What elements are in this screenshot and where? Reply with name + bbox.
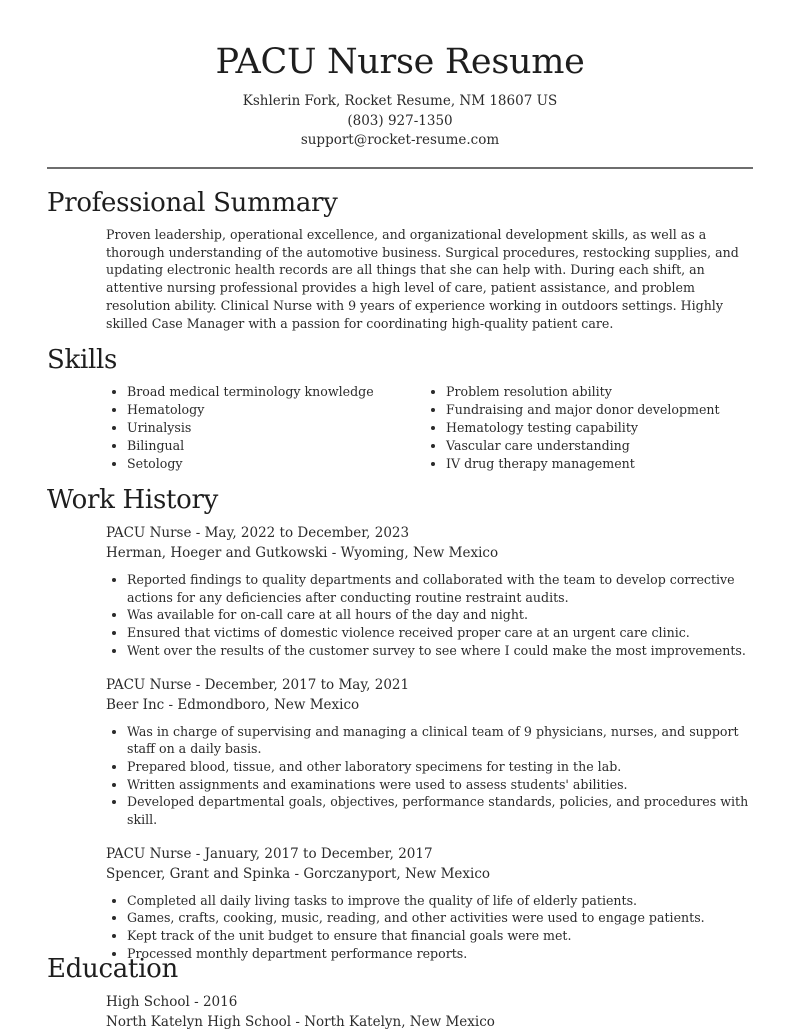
skills-list (106, 383, 800, 473)
job-bullet: • Completed all daily living tasks to improve the quality of life of elderly patients. (127, 892, 750, 910)
education-entry (106, 992, 800, 1032)
job-employer-location: Beer Inc - Edmondboro, New Mexico (106, 696, 360, 713)
job-employer-location: Herman, Hoeger and Gutkowski - Wyoming, New Mexico (106, 545, 499, 561)
job-title-dates: PACU Nurse - January, 2017 to December, 2017 (106, 845, 433, 862)
skill-item: • Hematology testing capability (446, 419, 720, 437)
job-title-dates: PACU Nurse - December, 2017 to May, 2021 (106, 676, 410, 693)
job-bullet: • Was in charge of supervising and managing a clinical team of 9 physicians, nurses, and support staff on a daily basis. (127, 723, 750, 758)
job-bullet: • Developed departmental goals, objectives, performance standards, policies, and procedures with skill. (127, 793, 750, 828)
job-bullet: • Prepared blood, tissue, and other laboratory specimens for testing in the lab. (127, 758, 750, 776)
education-degree-year: High School - 2016 (106, 994, 238, 1010)
section-heading-summary: Professional Summary (47, 188, 338, 218)
job-bullet: • Games, crafts, cooking, music, reading, and other activities were used to engage patients. (127, 909, 750, 927)
summary-text: Proven leadership, operational excellence, and organizational development skills, as well as a thorough understanding of the automotive business. Surgical procedures, restocking supplies, and updating electronic health records are all things that she can help with. During each shift, an attentive nursing professional provides a high level of care, patient assistance, and problem resolution ability. Clinical Nurse with 9 years of experience working in outdoors settings. Highly skilled Case Manager with a passion for coordinating high-quality patient care. (106, 227, 739, 331)
education-school-location: North Katelyn High School - North Katelyn, New Mexico (106, 1014, 495, 1030)
job-bullets (106, 723, 750, 829)
job-bullet: • Written assignments and examinations were used to assess students' abilities. (127, 776, 750, 794)
professional-summary-section (0, 186, 800, 332)
job-entry (106, 675, 800, 829)
skills-column-1 (106, 383, 425, 473)
skill-item: • Vascular care understanding (446, 437, 720, 455)
job-title-dates: PACU Nurse - May, 2022 to December, 2023 (106, 525, 410, 541)
job-bullet: • Went over the results of the customer survey to see where I could make the most improvements. (127, 642, 750, 660)
job-entry (106, 844, 800, 963)
section-heading-work: Work History (47, 485, 219, 515)
contact-info (0, 92, 800, 151)
job-bullet: • Reported findings to quality departments and collaborated with the team to develop corrective actions for any deficiencies after conducting routine restraint audits. (127, 571, 750, 606)
education-section (0, 952, 800, 1032)
skill-item: • Problem resolution ability (446, 383, 720, 401)
resume-title: PACU Nurse Resume (215, 42, 585, 82)
work-history-section (0, 483, 800, 963)
skill-item: • Hematology (127, 401, 425, 419)
section-heading-skills: Skills (47, 345, 118, 375)
skill-item: • IV drug therapy management (446, 455, 720, 473)
job-employer-location: Spencer, Grant and Spinka - Gorczanyport, New Mexico (106, 865, 491, 882)
job-bullet: • Was available for on-call care at all hours of the day and night. (127, 606, 750, 624)
skill-item: • Urinalysis (127, 419, 425, 437)
address: Kshlerin Fork, Rocket Resume, NM 18607 US (242, 93, 558, 109)
email: support@rocket-resume.com (300, 132, 500, 148)
job-entry (106, 523, 800, 660)
section-heading-education: Education (47, 954, 178, 984)
skill-item: • Broad medical terminology knowledge (127, 383, 425, 401)
job-bullets (106, 571, 750, 660)
skills-column-2 (425, 383, 720, 473)
skill-item: • Bilingual (127, 437, 425, 455)
job-bullet: • Kept track of the unit budget to ensure that financial goals were met. (127, 927, 750, 945)
job-bullet: • Ensured that victims of domestic violence received proper care at an urgent care clinic. (127, 624, 750, 642)
skills-section (0, 343, 800, 473)
header-divider (47, 167, 753, 169)
job-bullet: • Processed monthly department performance reports. (127, 945, 750, 963)
skill-item: • Setology (127, 455, 425, 473)
resume-header (0, 0, 800, 151)
skill-item: • Fundraising and major donor development (446, 401, 720, 419)
phone: (803) 927-1350 (347, 112, 453, 129)
